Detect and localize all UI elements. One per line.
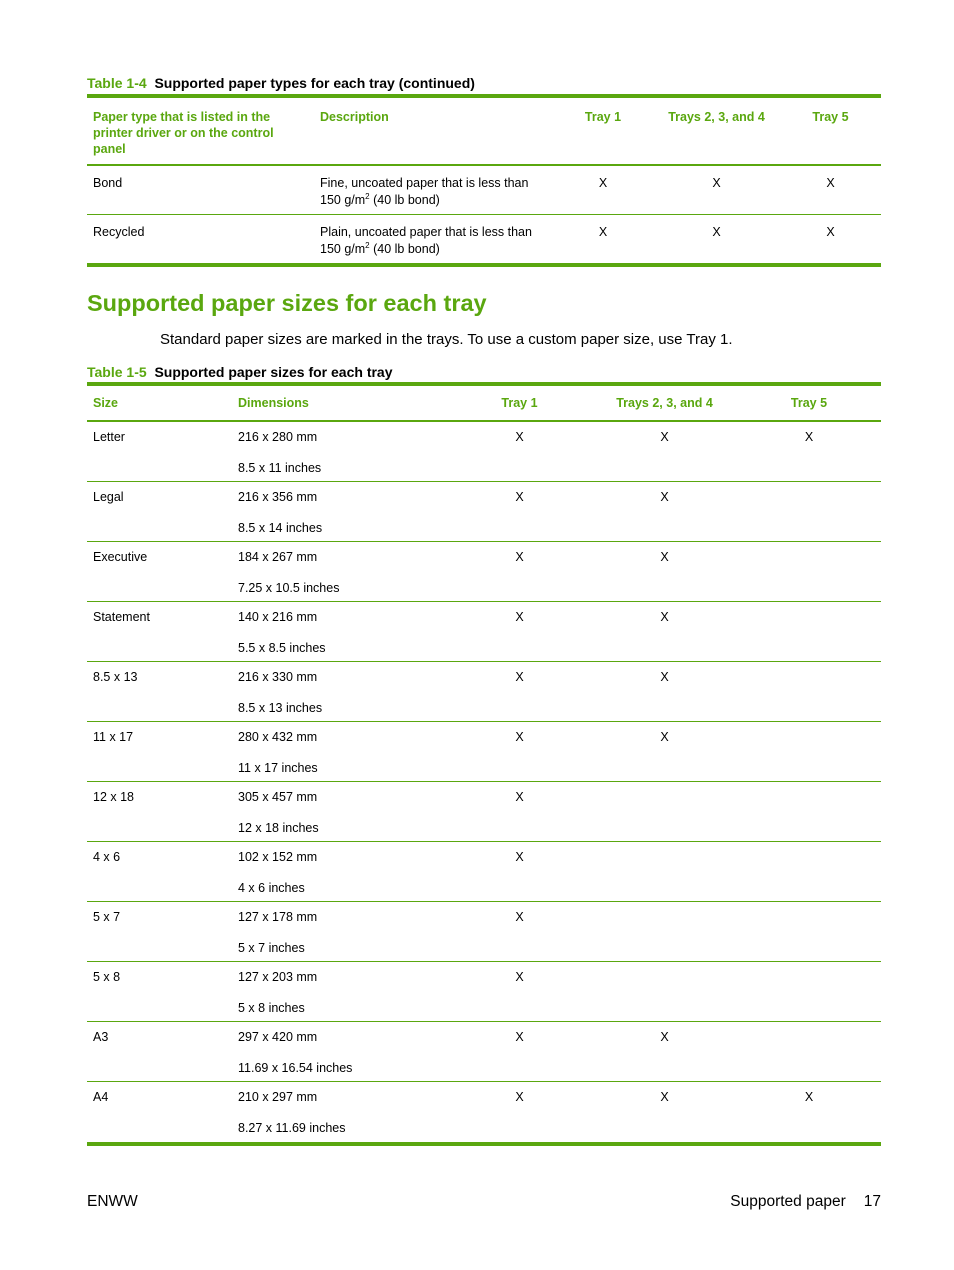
paper-types-table — [87, 94, 881, 267]
dimensions-inches: 4 x 6 inches — [238, 880, 305, 895]
dimensions — [232, 1081, 447, 1144]
header-trays-2-3-4: Trays 2, 3, and 4 — [616, 396, 713, 410]
table-row — [87, 1021, 881, 1081]
header-tray-1: Tray 1 — [501, 396, 538, 410]
size-name: A4 — [93, 1089, 109, 1104]
dimensions — [232, 661, 447, 721]
size-name: 5 x 7 — [93, 909, 121, 924]
description-weight: 150 g/m — [320, 193, 366, 207]
size-name: 8.5 x 13 — [93, 669, 138, 684]
section-heading: Supported paper sizes for each tray — [87, 290, 487, 316]
table-row — [87, 841, 881, 901]
tray-1-mark: X — [515, 729, 524, 744]
dimensions — [232, 481, 447, 541]
dimensions-inches: 5 x 7 inches — [238, 940, 305, 955]
size-name: 11 x 17 — [93, 729, 134, 744]
tray-1-mark: X — [515, 849, 524, 864]
table-number: Table 1-4 — [87, 75, 147, 91]
table-row — [87, 901, 881, 961]
dimensions — [232, 421, 447, 481]
size-name: 5 x 8 — [93, 969, 121, 984]
trays-2-3-4-mark: X — [660, 729, 669, 744]
superscript: 2 — [365, 240, 370, 250]
tray-1-mark: X — [598, 225, 608, 239]
dimensions-inches: 5 x 8 inches — [238, 1000, 305, 1015]
table-row — [87, 165, 881, 215]
dimensions-mm: 216 x 356 mm — [238, 489, 318, 504]
dimensions-mm: 127 x 203 mm — [238, 969, 318, 984]
table-row — [87, 721, 881, 781]
trays-2-3-4-mark: X — [660, 669, 669, 684]
header-description: Description — [320, 110, 389, 124]
size-name: 4 x 6 — [93, 849, 121, 864]
trays-2-3-4-mark — [592, 901, 737, 961]
tray-5-mark — [737, 661, 881, 721]
dimensions-inches: 8.5 x 13 inches — [238, 700, 323, 715]
dimensions — [232, 841, 447, 901]
tray-5-mark — [737, 541, 881, 601]
tray-1-mark: X — [598, 176, 608, 190]
dimensions-mm: 184 x 267 mm — [238, 549, 318, 564]
tray-1-mark: X — [515, 1089, 524, 1104]
dimensions-mm: 216 x 330 mm — [238, 669, 318, 684]
dimensions-inches: 8.27 x 11.69 inches — [238, 1120, 346, 1135]
paper-type: Recycled — [93, 225, 145, 239]
dimensions-mm: 305 x 457 mm — [238, 789, 318, 804]
size-name: 12 x 18 — [93, 789, 135, 804]
tray-1-mark: X — [515, 669, 524, 684]
tray-1-mark: X — [515, 1029, 524, 1044]
table-caption — [87, 75, 475, 91]
page-number: 17 — [863, 1193, 881, 1210]
tray-5-mark: X — [804, 1089, 814, 1104]
size-name: Statement — [93, 609, 150, 624]
trays-2-3-4-mark: X — [712, 225, 721, 239]
description-weight: 150 g/m — [320, 242, 366, 256]
description-bond: (40 lb bond) — [369, 242, 440, 256]
dimensions — [232, 961, 447, 1021]
table-header-row — [87, 384, 881, 421]
tray-1-mark: X — [515, 430, 524, 444]
tray-5-mark — [737, 781, 881, 841]
dimensions-inches: 8.5 x 14 inches — [238, 520, 323, 535]
header-dimensions: Dimensions — [238, 396, 309, 410]
size-name: Legal — [93, 489, 124, 504]
description-line: Fine, uncoated paper that is less than — [320, 176, 529, 190]
dimensions — [232, 721, 447, 781]
table-row — [87, 481, 881, 541]
trays-2-3-4-mark: X — [660, 430, 669, 444]
dimensions — [232, 601, 447, 661]
tray-1-mark: X — [515, 549, 524, 564]
paper-type: Bond — [93, 176, 123, 190]
tray-5-mark: X — [804, 430, 814, 444]
superscript: 2 — [365, 191, 370, 201]
intro-paragraph: Standard paper sizes are marked in the trays. To use a custom paper size, use Tray 1. — [160, 331, 733, 348]
tray-1-mark: X — [515, 609, 524, 624]
trays-2-3-4-mark: X — [660, 489, 669, 504]
footer-section: Supported paper — [730, 1193, 846, 1210]
dimensions-inches: 5.5 x 8.5 inches — [238, 640, 326, 655]
dimensions-inches: 7.25 x 10.5 inches — [238, 580, 340, 595]
trays-2-3-4-mark: X — [660, 549, 669, 564]
dimensions-mm: 216 x 280 mm — [238, 430, 318, 444]
dimensions-mm: 210 x 297 mm — [238, 1089, 318, 1104]
tray-5-mark — [737, 481, 881, 541]
tray-5-mark — [737, 601, 881, 661]
size-name: A3 — [93, 1029, 109, 1044]
trays-2-3-4-mark — [592, 841, 737, 901]
dimensions-mm: 297 x 420 mm — [238, 1029, 318, 1044]
trays-2-3-4-mark: X — [660, 1089, 669, 1104]
dimensions-mm: 127 x 178 mm — [238, 909, 318, 924]
dimensions-inches: 11 x 17 inches — [238, 760, 318, 775]
footer-left: ENWW — [87, 1193, 138, 1210]
trays-2-3-4-mark — [592, 781, 737, 841]
header-paper-type: Paper type that is listed in the printer driver or on the control panel — [93, 110, 274, 156]
table-row — [87, 541, 881, 601]
dimensions — [232, 1021, 447, 1081]
tray-5-mark: X — [826, 225, 835, 239]
dimensions-mm: 140 x 216 mm — [238, 609, 318, 624]
table-row — [87, 661, 881, 721]
table-row — [87, 781, 881, 841]
tray-1-mark: X — [515, 489, 524, 504]
tray-5-mark — [737, 961, 881, 1021]
trays-2-3-4-mark: X — [660, 1029, 669, 1044]
dimensions — [232, 541, 447, 601]
description-line: Plain, uncoated paper that is less than — [320, 225, 532, 239]
table-row — [87, 421, 881, 481]
size-name: Executive — [93, 549, 148, 564]
header-trays-2-3-4: Trays 2, 3, and 4 — [668, 110, 765, 124]
tray-5-mark — [737, 721, 881, 781]
tray-1-mark: X — [515, 909, 524, 924]
dimensions-mm: 280 x 432 mm — [238, 729, 318, 744]
header-tray-5: Tray 5 — [812, 110, 849, 124]
tray-1-mark: X — [515, 969, 524, 984]
trays-2-3-4-mark: X — [712, 176, 721, 190]
table-title: Supported paper sizes for each tray — [154, 364, 393, 380]
description — [314, 215, 553, 266]
tray-5-mark — [737, 841, 881, 901]
table-title: Supported paper types for each tray (continued) — [154, 75, 475, 91]
tray-5-mark — [737, 1021, 881, 1081]
dimensions-inches: 8.5 x 11 inches — [238, 461, 322, 475]
tray-1-mark: X — [515, 789, 524, 804]
description — [314, 165, 553, 215]
table-row — [87, 961, 881, 1021]
table-caption — [87, 364, 393, 380]
footer-right — [730, 1193, 881, 1211]
table-row — [87, 601, 881, 661]
header-size: Size — [93, 396, 119, 410]
dimensions-inches: 11.69 x 16.54 inches — [238, 1060, 353, 1075]
dimensions-inches: 12 x 18 inches — [238, 820, 319, 835]
trays-2-3-4-mark — [592, 961, 737, 1021]
paper-sizes-table — [87, 382, 881, 1146]
description-bond: (40 lb bond) — [369, 193, 440, 207]
table-number: Table 1-5 — [87, 364, 147, 380]
trays-2-3-4-mark: X — [660, 609, 669, 624]
header-tray-1: Tray 1 — [584, 110, 622, 124]
header-tray-5: Tray 5 — [790, 396, 828, 410]
table-row — [87, 215, 881, 266]
tray-5-mark — [737, 901, 881, 961]
tray-5-mark: X — [826, 176, 835, 190]
dimensions — [232, 781, 447, 841]
table-header-row — [87, 96, 881, 165]
table-row — [87, 1081, 881, 1144]
dimensions — [232, 901, 447, 961]
size-name: Letter — [93, 430, 125, 444]
dimensions-mm: 102 x 152 mm — [238, 849, 318, 864]
